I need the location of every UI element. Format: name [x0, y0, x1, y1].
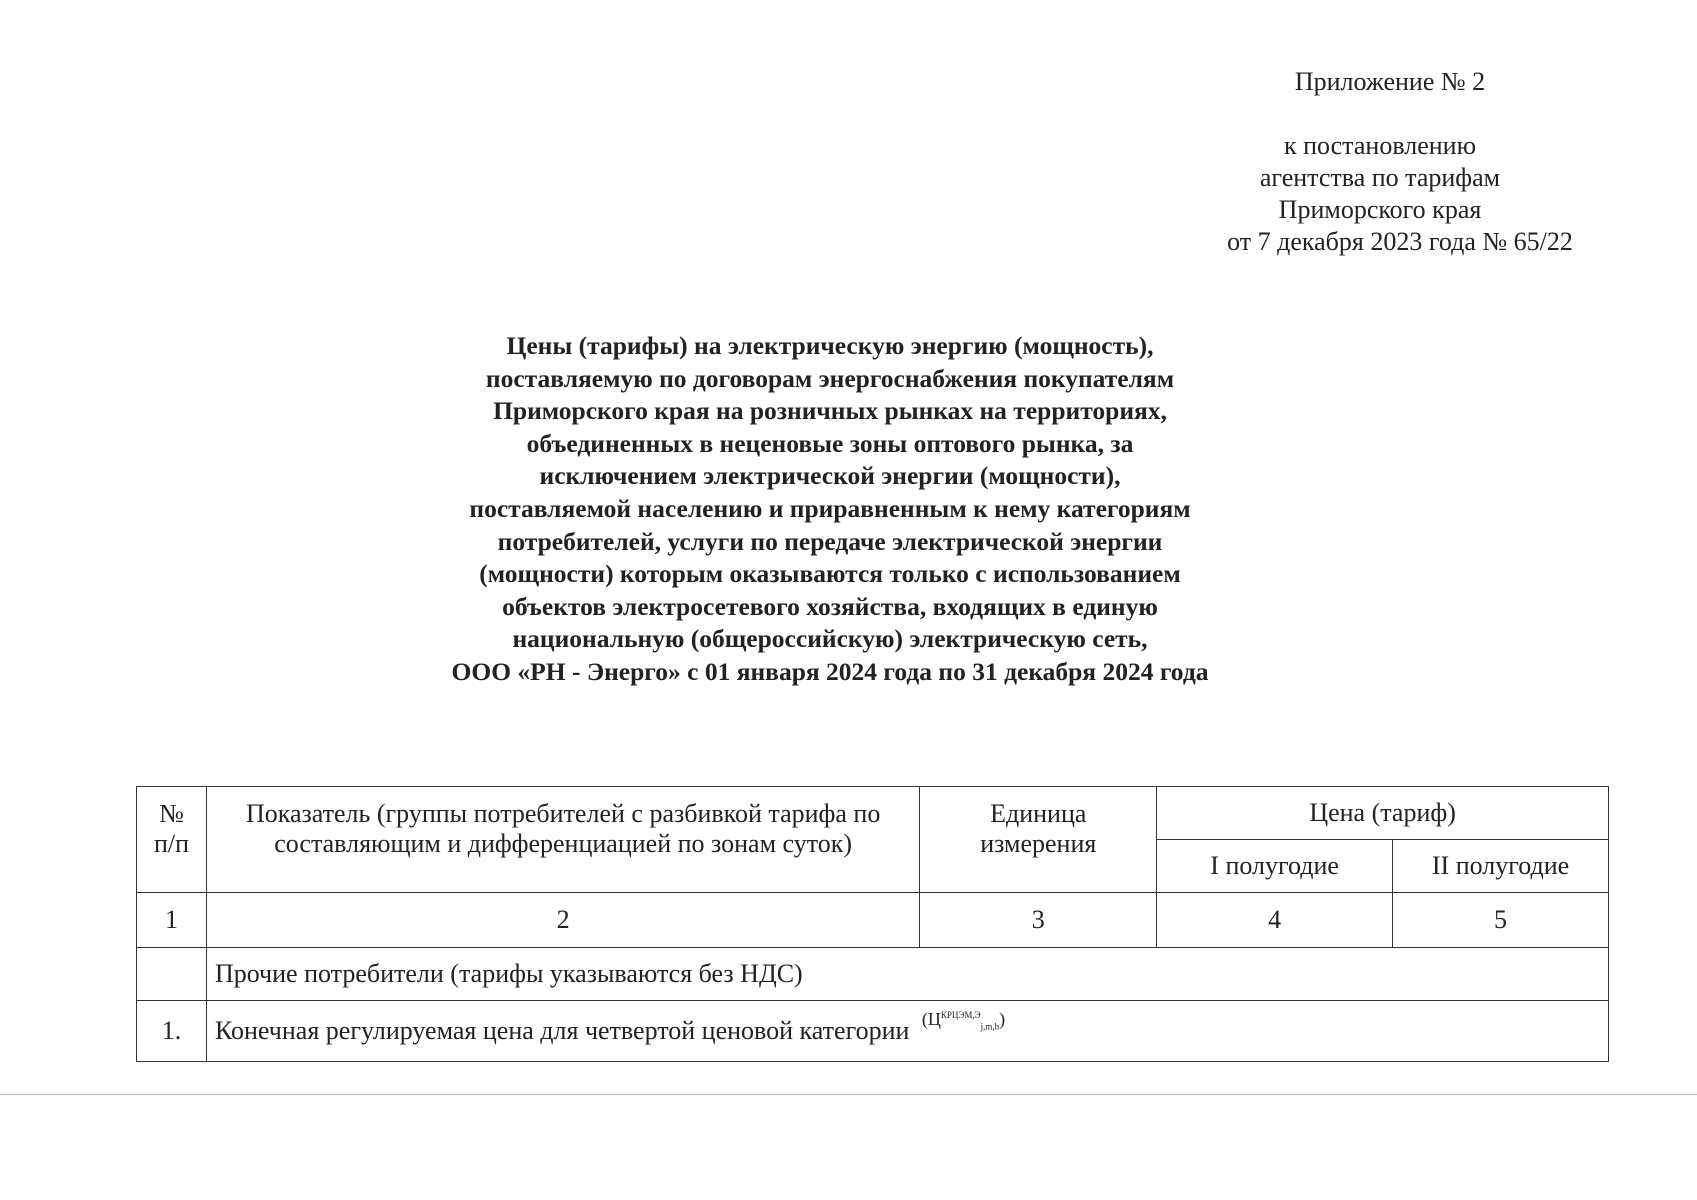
title-line: потребителей, услуги по передаче электрической энергии — [497, 526, 1163, 556]
header-indicator-line1: Показатель (группы потребителей с разбивкой тарифа по — [245, 799, 881, 828]
header-indicator-line2: составляющим и дифференциацией по зонам суток) — [274, 829, 853, 858]
header-num — [137, 787, 207, 893]
header-num-line1: № — [159, 799, 184, 828]
row-text: Конечная регулируемая цена для четвертой ценовой категории — [214, 1016, 910, 1045]
appendix-line: агентства по тарифам — [1259, 163, 1501, 192]
title-line: (мощности) которым оказываются только с использованием — [479, 559, 1181, 589]
price-formula: (ЦКРЦЭМ,Эj,m,h) — [921, 1009, 1006, 1032]
title-line: объектов электросетевого хозяйства, входящих в единую — [502, 591, 1158, 621]
appendix-line: Приморского края — [1278, 195, 1482, 224]
title-line: ООО «РН - Энерго» с 01 января 2024 года по 31 декабря 2024 года — [451, 656, 1209, 686]
column-number: 5 — [1393, 893, 1609, 948]
title-line: исключением электрической энергии (мощности), — [539, 461, 1121, 491]
row-text-cell — [206, 1001, 1608, 1062]
header-half2: II полугодие — [1393, 840, 1609, 893]
group-num-cell — [137, 948, 207, 1001]
appendix-date-line: от 7 декабря 2023 года № 65/22 — [1227, 227, 1573, 256]
group-row — [137, 948, 1609, 1001]
header-price: Цена (тариф) — [1157, 787, 1609, 840]
title-line: поставляемую по договорам энергоснабжения покупателям — [485, 363, 1175, 393]
title-line: Приморского края на розничных рынках на территориях, — [493, 396, 1167, 426]
header-unit — [920, 787, 1157, 893]
appendix-block — [1150, 66, 1630, 258]
header-unit-line2: измерения — [980, 829, 1097, 858]
header-num-line2: п/п — [153, 829, 189, 858]
appendix-line: к постановлению — [1283, 131, 1477, 160]
column-number: 4 — [1157, 893, 1393, 948]
table-header-row — [137, 787, 1609, 840]
row-num: 1. — [137, 1001, 207, 1062]
column-number-row — [137, 893, 1609, 948]
table-row — [137, 1001, 1609, 1062]
column-number: 1 — [137, 893, 207, 948]
formula-superscript: КРЦЭМ,Э — [940, 1010, 981, 1020]
title-line: объединенных в неценовые зоны оптового рынка, за — [526, 428, 1134, 458]
title-line: поставляемой населению и приравненным к нему категориям — [469, 493, 1191, 523]
formula-subscript: j,m,h — [980, 1021, 1000, 1032]
title-line: национальную (общероссийскую) электрическую сеть, — [512, 624, 1148, 654]
tariff-table — [136, 786, 1609, 1062]
header-half1: I полугодие — [1157, 840, 1393, 893]
column-number: 2 — [206, 893, 919, 948]
formula-base: Ц — [927, 1009, 941, 1029]
page-bottom-rule — [0, 1094, 1697, 1095]
header-unit-line1: Единица — [990, 799, 1087, 828]
document-title — [420, 330, 1240, 689]
title-line: Цены (тарифы) на электрическую энергию (мощность), — [506, 331, 1154, 360]
column-number: 3 — [920, 893, 1157, 948]
appendix-number: Приложение № 2 — [1294, 67, 1486, 96]
header-indicator — [206, 787, 919, 893]
group-label: Прочие потребители (тарифы указываются без НДС) — [206, 948, 1608, 1001]
